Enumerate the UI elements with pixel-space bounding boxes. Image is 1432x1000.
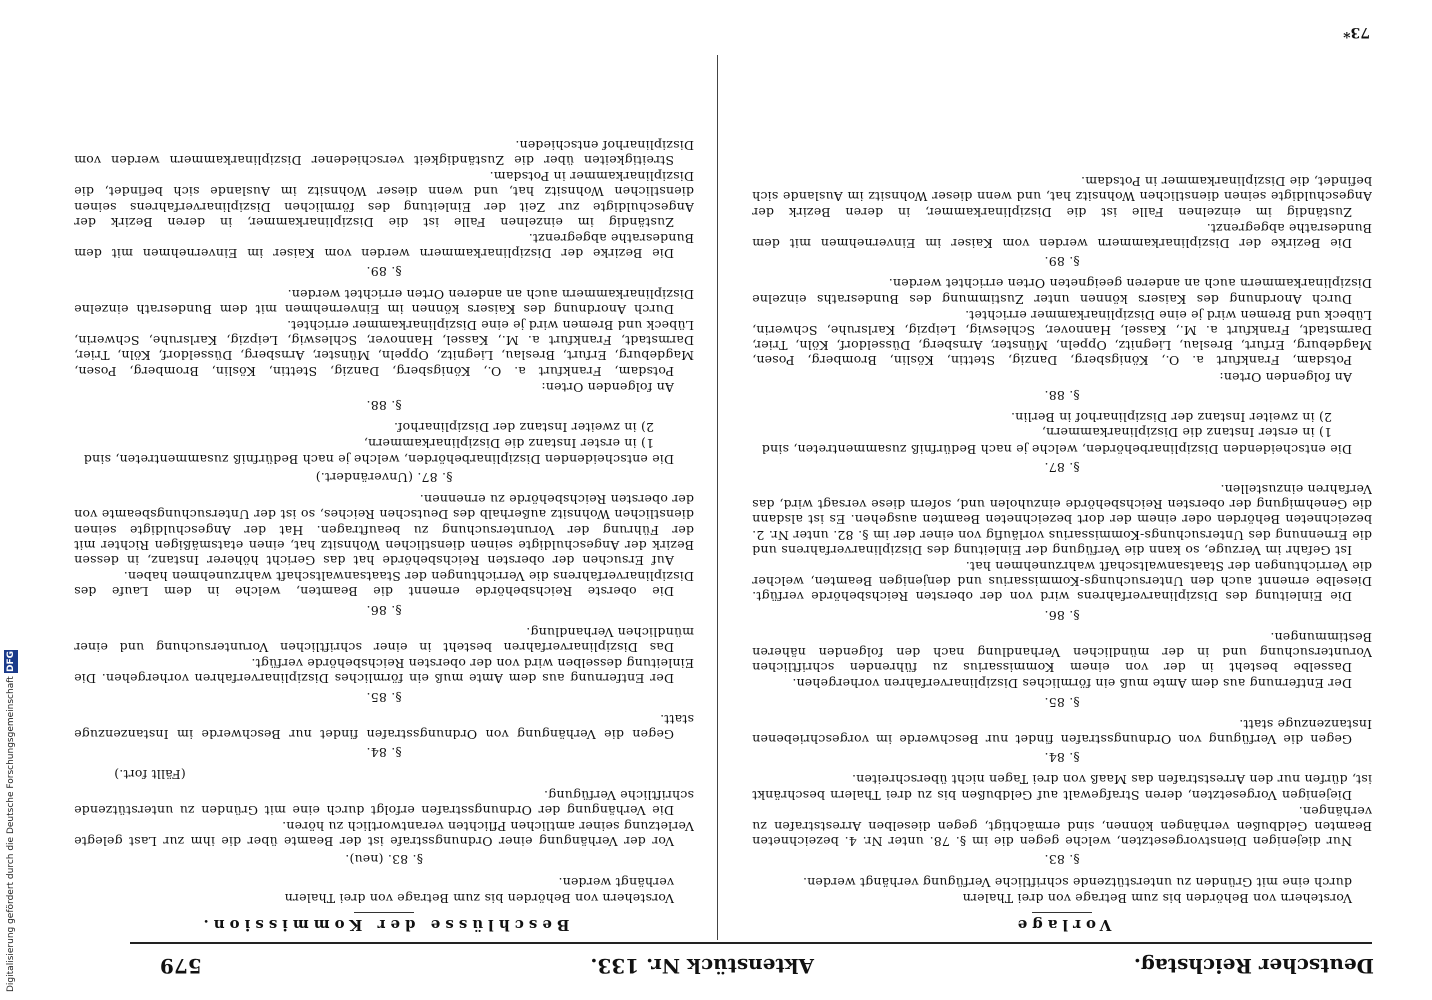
right-column-beschluesse xyxy=(74,54,694,934)
paragraph: verhängt werden. xyxy=(558,874,674,890)
paragraph: durch eine mit Gründen zu unterstützende schriftliche Verfügung verhängt werden. xyxy=(802,874,1352,890)
paragraph: Die oberste Reichsbehörde ernennt die Beamten, welche in dem Laufe des Disziplinarverfahrens die Verrichtungen der Staatsanwaltschaft wahrzunehmen haben. xyxy=(74,569,694,600)
paragraph: Dasselbe besteht in der von einem Kommissarius zu führenden schriftlichen Voruntersuchung und in der mündlichen Verhandlung nach den folgenden näheren Bestimmungen. xyxy=(752,629,1372,676)
paragraph: Die Bezirke der Disziplinarkammern werden vom Kaiser im Einvernehmen mit dem Bundesrathe abgegrenzt. xyxy=(752,220,1372,252)
column-divider xyxy=(717,55,718,940)
dfg-logo: DFG xyxy=(6,651,16,673)
section-heading: §. 83. xyxy=(1044,852,1080,868)
section-heading: §. 89. xyxy=(1044,254,1080,270)
header-rule xyxy=(130,942,1372,944)
right-column-title: Beschlüsse der Kommission. xyxy=(198,916,570,934)
document-title: Deutscher Reichstag. xyxy=(1133,954,1374,978)
paragraph: Durch Anordnung des Kaisers können im Einvernehmen mit dem Bundesrath einzelne Disziplinarkammern auch an anderen Orten errichtet werden. xyxy=(74,286,694,317)
paragraph: Zuständig im einzelnen Falle ist die Disziplinarkammer, in deren Bezirk der Angeschuldigte seinen dienstlichen Wohnsitz hat, und wenn dieser Wohnsitz im Auslande sich befindet, die Disziplinarkammer in Potsdam. xyxy=(752,174,1372,220)
right-column-body xyxy=(74,138,694,906)
left-column-title: Vorlage xyxy=(1012,916,1112,934)
section-heading: §. 87. (Unverändert.) xyxy=(315,469,453,485)
paragraph: Potsdam, Frankfurt a. O., Königsberg, Danzig, Stettin, Köslin, Bromberg, Posen, Magdeburg, Erfurt, Breslau, Liegnitz, Oppeln, Münster, Arnsberg, Düsseldorf, Köln, Trier, Darmstadt, Frankfurt a. M., Kassel, Hannover, Schleswig, Leipzig, Karlsruhe, Schwerin, Lübeck und Bremen wird je eine Disziplinarkammer errichtet. xyxy=(74,318,694,379)
paragraph: Die entscheidenden Disziplinarbehörden, welche je nach Bedürfniß zusammentreten, sind xyxy=(83,451,674,467)
section-heading: §. 86. xyxy=(366,602,402,618)
paragraph: Die entscheidenden Disziplinarbehörden, welche je nach Bedürfniß zusammentreten, sind xyxy=(761,441,1352,457)
list-item: 2) in zweiter Instanz der Disziplinarhof. xyxy=(393,420,654,436)
paragraph: Vorstehern von Behörden bis zum Betrage von drei Thalern xyxy=(962,890,1352,906)
paragraph: Die Verhängung der Ordnungsstrafen erfolgt durch eine mit Gründen zu unterstützende schriftliche Verfügung. xyxy=(74,787,694,818)
paragraph: Das Disziplinarverfahren besteht in einer schriftlichen Voruntersuchung und einer mündlichen Verhandlung. xyxy=(74,624,694,655)
paragraph: Gegen die Verhängung von Ordnungsstrafen findet nur Beschwerde im Instanzenzuge statt. xyxy=(74,711,694,742)
paragraph: Potsdam, Frankfurt a. O., Königsberg, Danzig, Stettin, Köslin, Bromberg, Posen, Magdeburg, Erfurt, Breslau, Liegnitz, Oppeln, Münster, Arnsberg, Düsseldorf, Köln, Trier, Darmstadt, Frankfurt a. M., Kassel, Hannover, Schleswig, Leipzig, Karlsruhe, Schwerin, Lübeck und Bremen wird je eine Disziplinarkammer errichtet. xyxy=(752,307,1372,369)
section-heading: §. 87. xyxy=(1044,459,1080,475)
attachment-number: Aktenstück Nr. 133. xyxy=(590,954,814,978)
paragraph: An folgenden Orten: xyxy=(1219,369,1352,385)
list-item: 2) in zweiter Instanz der Disziplinarhof in Berlin. xyxy=(1010,410,1332,426)
section-heading: §. 86. xyxy=(1044,607,1080,623)
list-item: 1) in erster Instanz die Disziplinarkammern, xyxy=(1041,425,1332,441)
page-number: 579 xyxy=(160,954,202,978)
paragraph: Die Bezirke der Disziplinarkammern werden vom Kaiser im Einvernehmen mit dem Bundesrathe abgegrenzt. xyxy=(74,231,694,262)
paragraph: An folgenden Orten: xyxy=(541,379,674,395)
omitted-note: (Fällt fort.) xyxy=(114,767,186,783)
section-heading: §. 85. xyxy=(366,689,402,705)
section-heading: §. 85. xyxy=(1044,694,1080,710)
paragraph: Ist Gefahr im Verzuge, so kann die Verfügung der Einleitung des Disziplinarverfahrens und die Ernennung des Untersuchungs-Kommissarius vorläufig von einer der im §. 82. unter Nr. 2. bezeichneten Behörden oder einem der dort bezeichneten Beamten ausgehen. Es ist alsdann die Genehmigung der obersten Reichsbehörde einzuholen und, sofern diese versagt wird, das Verfahren einzustellen. xyxy=(752,481,1372,558)
paragraph: Der Entfernung aus dem Amte muß ein förmliches Disziplinarverfahren vorhergehen. Die Einleitung desselben wird von der obersten Reichsbehörde verfügt. xyxy=(74,656,694,687)
left-column-body xyxy=(752,174,1372,906)
digitization-notice-text: Digitalisierung gefördert durch die Deutsche Forschungsgemeinschaft xyxy=(6,676,16,992)
page-header xyxy=(40,948,1374,978)
title-rule xyxy=(1032,912,1092,913)
section-heading: §. 89. xyxy=(366,264,402,280)
paragraph: Gegen die Verfügung von Ordnungsstrafen findet nur Beschwerde im vorgeschriebenen Instanzenzuge statt. xyxy=(752,716,1372,747)
section-heading: §. 88. xyxy=(366,398,402,414)
paragraph: Auf Ersuchen der obersten Reichsbehörde hat das Gericht höherer Instanz, in dessen Bezirk der Angeschuldigte seinen dienstlichen Wohnsitz hat, einen etatsmäßigen Richter mit der Führung der Voruntersuchung zu beauftragen. Hat der Angeschuldigte seinen dienstlichen Wohnsitz außerhalb des Deutschen Reiches, so ist der Untersuchungsbeamte von der obersten Reichsbehörde zu ernennen. xyxy=(74,492,694,568)
paragraph: Zuständig im einzelnen Falle ist die Disziplinarkammer, in deren Bezirk der Angeschuldigte zur Zeit der Einleitung des förmlichen Disziplinarverfahrens seinen dienstlichen Wohnsitz hat, und wenn dieser Wohnsitz im Auslande sich befindet, die Disziplinarkammer in Potsdam. xyxy=(74,169,694,230)
paragraph: Der Entfernung aus dem Amte muß ein förmliches Disziplinarverfahren vorhergehen. xyxy=(792,676,1352,692)
list-item: 1) in erster Instanz die Disziplinarkammern, xyxy=(363,435,654,451)
digitization-notice xyxy=(4,32,14,992)
section-heading: §. 83. (neu). xyxy=(345,852,423,868)
title-rule xyxy=(354,912,414,913)
paragraph: Vorstehern von Behörden bis zum Betrage von drei Thalern xyxy=(284,890,674,906)
paragraph: Streitigkeiten über die Zuständigkeit verschiedener Disziplinarkammern werden vom Disziplinarhof entschieden. xyxy=(74,137,694,169)
signature-mark: 73* xyxy=(1343,24,1370,40)
paragraph: Die Einleitung des Disziplinarverfahrens wird von der obersten Reichsbehörde verfügt. Dieselbe ernennt auch den Untersuchungs-Kommissarius und denjenigen Beamten, welcher die Verrichtungen der Staatsanwaltschaft wahrzunehmen hat. xyxy=(752,558,1372,605)
paragraph: Nur diejenigen Dienstvorgesetzten, welche gegen die im §. 78. unter Nr. 4. bezeichneten Beamten Geldbußen verhängen können, sind ermächtigt, gegen dieselben Arreststrafen zu verhängen. xyxy=(752,803,1372,850)
paragraph: Durch Anordnung des Kaisers können unter Zustimmung des Bundesraths einzelne Disziplinarkammern auch an anderen geeigneten Orten errichtet werden. xyxy=(752,276,1372,307)
paragraph: Vor der Verhängung einer Ordnungsstrafe ist der Beamte über die ihm zur Last gelegte Verletzung seiner amtlichen Pflichten verantwortlich zu hören. xyxy=(74,818,694,850)
section-heading: §. 84. xyxy=(1044,750,1080,766)
left-column-vorlage xyxy=(752,54,1372,934)
paragraph: Diejenigen Vorgesetzten, deren Strafgewalt auf Geldbußen bis zu drei Thalern beschränkt ist, dürfen nur den Arreststrafen das Maaß von drei Tagen nicht überschreiten. xyxy=(752,772,1372,803)
section-heading: §. 84. xyxy=(366,745,402,761)
section-heading: §. 88. xyxy=(1044,387,1080,403)
